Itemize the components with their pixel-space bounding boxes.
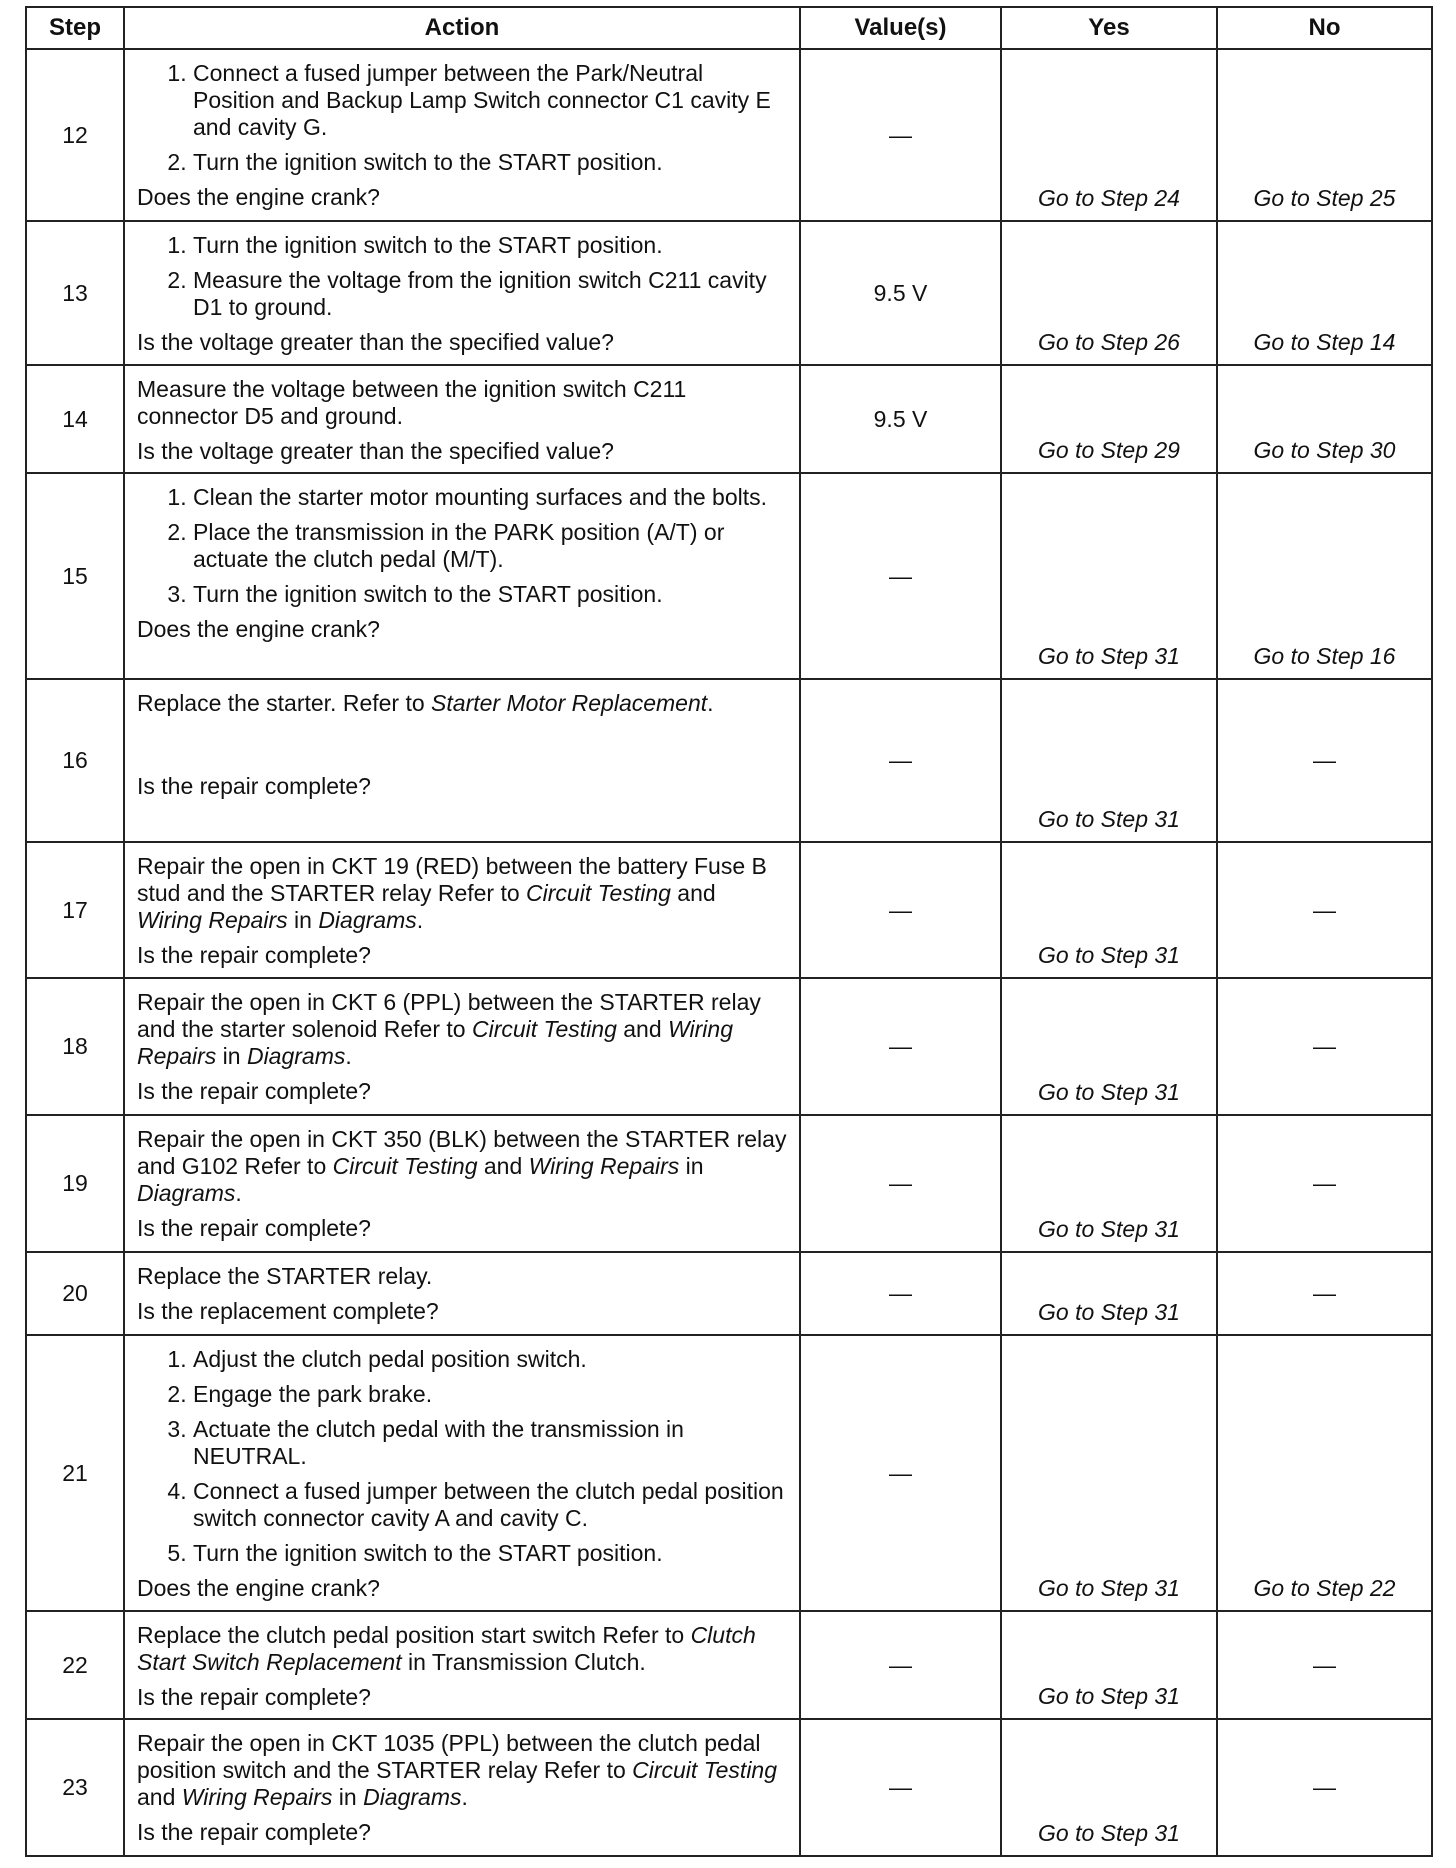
action-text: Measure the voltage between the ignition switch C211 connector D5 and ground. <box>137 376 687 429</box>
step-number: 20 <box>26 1252 124 1335</box>
action-step: 1. Clean the starter motor mounting surfaces and the bolts. <box>193 484 787 511</box>
value-cell: — <box>800 1252 1001 1335</box>
value-cell: — <box>800 679 1001 842</box>
value-cell: — <box>800 1335 1001 1611</box>
table-row <box>26 221 1432 365</box>
no-result: — <box>1217 1611 1432 1719</box>
action-cell <box>124 1719 800 1856</box>
action-question: Is the repair complete? <box>137 773 371 799</box>
step-number: 21 <box>26 1335 124 1611</box>
yes-result: Go to Step 31 <box>1001 679 1217 842</box>
reference-link: Diagrams <box>318 907 417 933</box>
step-number: 17 <box>26 842 124 978</box>
action-text <box>137 1126 787 1207</box>
action-step: 1. Connect a fused jumper between the Park/Neutral Position and Backup Lamp Switch connector C1 cavity E and cavity G. <box>193 60 787 141</box>
table-row <box>26 49 1432 221</box>
action-cell <box>124 49 800 221</box>
reference-link: Diagrams <box>246 1043 346 1069</box>
action-cell <box>124 842 800 978</box>
action-step: 3. Actuate the clutch pedal with the transmission in NEUTRAL. <box>193 1416 787 1470</box>
action-cell <box>124 473 800 679</box>
action-steps <box>137 484 787 608</box>
value-cell: 9.5 V <box>800 221 1001 365</box>
value-cell: — <box>800 1611 1001 1719</box>
yes-result: Go to Step 31 <box>1001 978 1217 1115</box>
no-result: Go to Step 25 <box>1217 49 1432 221</box>
reference-link: Diagrams <box>137 1180 236 1206</box>
reference-link: Wiring Repairs <box>528 1153 680 1179</box>
action-step: 2. Place the transmission in the PARK position (A/T) or actuate the clutch pedal (M/T). <box>193 519 787 573</box>
step-number: 19 <box>26 1115 124 1252</box>
diagnostic-table-page <box>25 6 1431 1857</box>
header-yes: Yes <box>1001 7 1217 49</box>
yes-result: Go to Step 31 <box>1001 1719 1217 1856</box>
table-row <box>26 978 1432 1115</box>
action-text-b: . <box>416 907 424 933</box>
no-result: Go to Step 30 <box>1217 365 1432 473</box>
no-result: Go to Step 14 <box>1217 221 1432 365</box>
action-text <box>137 853 787 934</box>
action-text-b: . <box>461 1784 468 1810</box>
reference-link: Wiring Repairs <box>137 907 288 933</box>
yes-result: Go to Step 31 <box>1001 1115 1217 1252</box>
table-row <box>26 1335 1432 1611</box>
action-steps <box>137 60 787 176</box>
no-result: — <box>1217 1115 1432 1252</box>
step-number: 14 <box>26 365 124 473</box>
action-step: 4. Connect a fused jumper between the clutch pedal position switch connector cavity A and cavity C. <box>193 1478 787 1532</box>
action-text <box>137 1622 787 1676</box>
step-number: 13 <box>26 221 124 365</box>
action-cell <box>124 978 800 1115</box>
header-action: Action <box>124 7 800 49</box>
action-steps <box>137 1346 787 1567</box>
action-question: Is the voltage greater than the specified value? <box>137 329 614 355</box>
table-row <box>26 1719 1432 1856</box>
header-no: No <box>1217 7 1432 49</box>
action-step: 3. Turn the ignition switch to the START position. <box>193 581 787 608</box>
reference-link: Wiring Repairs <box>181 1784 333 1810</box>
reference-link: Clutch Start Switch Replacement <box>137 1622 756 1675</box>
action-step: 5. Turn the ignition switch to the START position. <box>193 1540 787 1567</box>
action-text-b: . <box>707 690 714 716</box>
header-values: Value(s) <box>800 7 1001 49</box>
action-question: Is the repair complete? <box>137 1078 371 1104</box>
action-cell <box>124 1611 800 1719</box>
reference-link: Starter Motor Replacement <box>431 690 708 716</box>
reference-link: Circuit Testing <box>526 880 671 906</box>
value-cell: — <box>800 49 1001 221</box>
action-step: 1. Adjust the clutch pedal position switch. <box>193 1346 787 1373</box>
action-cell <box>124 679 800 842</box>
table-row <box>26 365 1432 473</box>
action-text <box>137 690 787 717</box>
action-text: Replace the STARTER relay. <box>137 1263 433 1289</box>
action-text <box>137 1730 787 1811</box>
reference-link: Diagrams <box>363 1784 462 1810</box>
action-text-b: in Transmission Clutch. <box>401 1649 646 1675</box>
spacer <box>137 725 787 773</box>
action-text-b: . <box>235 1180 242 1206</box>
step-number: 12 <box>26 49 124 221</box>
action-step: 2. Engage the park brake. <box>193 1381 787 1408</box>
step-number: 15 <box>26 473 124 679</box>
reference-link: Circuit Testing <box>471 1016 617 1042</box>
no-result: — <box>1217 978 1432 1115</box>
yes-result: Go to Step 31 <box>1001 473 1217 679</box>
yes-result: Go to Step 29 <box>1001 365 1217 473</box>
header-step: Step <box>26 7 124 49</box>
action-cell <box>124 1252 800 1335</box>
action-step: 2. Turn the ignition switch to the START position. <box>193 149 787 176</box>
action-step: 2. Measure the voltage from the ignition switch C211 cavity D1 to ground. <box>193 267 787 321</box>
value-cell: — <box>800 1719 1001 1856</box>
action-text-a: Repair the open in CKT 350 (BLK) between the STARTER relay and G102 Refer to <box>137 1126 787 1179</box>
yes-result: Go to Step 31 <box>1001 842 1217 978</box>
action-cell <box>124 365 800 473</box>
preposition-in: in <box>287 907 319 933</box>
action-cell <box>124 1115 800 1252</box>
step-number: 18 <box>26 978 124 1115</box>
action-text <box>137 989 787 1070</box>
action-question: Is the repair complete? <box>137 1819 371 1845</box>
action-question: Is the voltage greater than the specified value? <box>137 438 614 464</box>
no-result: — <box>1217 842 1432 978</box>
table-header-row <box>26 7 1432 49</box>
conjunction-and: and <box>670 880 716 906</box>
reference-link: Circuit Testing <box>332 1153 478 1179</box>
action-step: 1. Turn the ignition switch to the START position. <box>193 232 787 259</box>
action-text-a: Replace the clutch pedal position start switch Refer to <box>137 1622 691 1648</box>
step-number: 23 <box>26 1719 124 1856</box>
table-row <box>26 679 1432 842</box>
no-result: Go to Step 22 <box>1217 1335 1432 1611</box>
no-result: — <box>1217 1252 1432 1335</box>
table-row <box>26 1252 1432 1335</box>
preposition-in: in <box>332 1784 364 1810</box>
action-cell <box>124 221 800 365</box>
conjunction-and: and <box>477 1153 529 1179</box>
action-cell <box>124 1335 800 1611</box>
yes-result: Go to Step 31 <box>1001 1252 1217 1335</box>
diagnostic-table <box>25 6 1433 1857</box>
action-text-b: . <box>345 1043 352 1069</box>
table-row <box>26 1611 1432 1719</box>
value-cell: 9.5 V <box>800 365 1001 473</box>
action-question: Does the engine crank? <box>137 1575 380 1601</box>
action-text-a: Repair the open in CKT 1035 (PPL) between the clutch pedal position switch and the STARTER relay Refer to <box>137 1730 761 1783</box>
table-row <box>26 842 1432 978</box>
action-question: Does the engine crank? <box>137 616 380 642</box>
step-number: 16 <box>26 679 124 842</box>
yes-result: Go to Step 24 <box>1001 49 1217 221</box>
preposition-in: in <box>679 1153 704 1179</box>
yes-result: Go to Step 31 <box>1001 1611 1217 1719</box>
value-cell: — <box>800 1115 1001 1252</box>
value-cell: — <box>800 842 1001 978</box>
action-steps <box>137 232 787 321</box>
conjunction-and: and <box>616 1016 669 1042</box>
reference-link: Wiring Repairs <box>137 1016 733 1069</box>
action-text-a: Replace the starter. Refer to <box>137 690 432 716</box>
action-question: Is the replacement complete? <box>137 1298 439 1324</box>
table-row <box>26 473 1432 679</box>
table-row <box>26 1115 1432 1252</box>
action-text-a: Repair the open in CKT 19 (RED) between the battery Fuse B stud and the STARTER relay Refer to <box>137 853 767 906</box>
action-question: Is the repair complete? <box>137 942 371 968</box>
no-result: — <box>1217 679 1432 842</box>
action-text-a: Repair the open in CKT 6 (PPL) between the STARTER relay and the starter solenoid Refer to <box>137 989 761 1042</box>
yes-result: Go to Step 31 <box>1001 1335 1217 1611</box>
action-question: Is the repair complete? <box>137 1684 371 1710</box>
preposition-in: in <box>216 1043 247 1069</box>
reference-link: Circuit Testing <box>632 1757 778 1783</box>
no-result: — <box>1217 1719 1432 1856</box>
action-question: Is the repair complete? <box>137 1215 371 1241</box>
no-result: Go to Step 16 <box>1217 473 1432 679</box>
value-cell: — <box>800 978 1001 1115</box>
value-cell: — <box>800 473 1001 679</box>
action-question: Does the engine crank? <box>137 184 380 210</box>
yes-result: Go to Step 26 <box>1001 221 1217 365</box>
step-number: 22 <box>26 1611 124 1719</box>
conjunction-and: and <box>137 1784 182 1810</box>
